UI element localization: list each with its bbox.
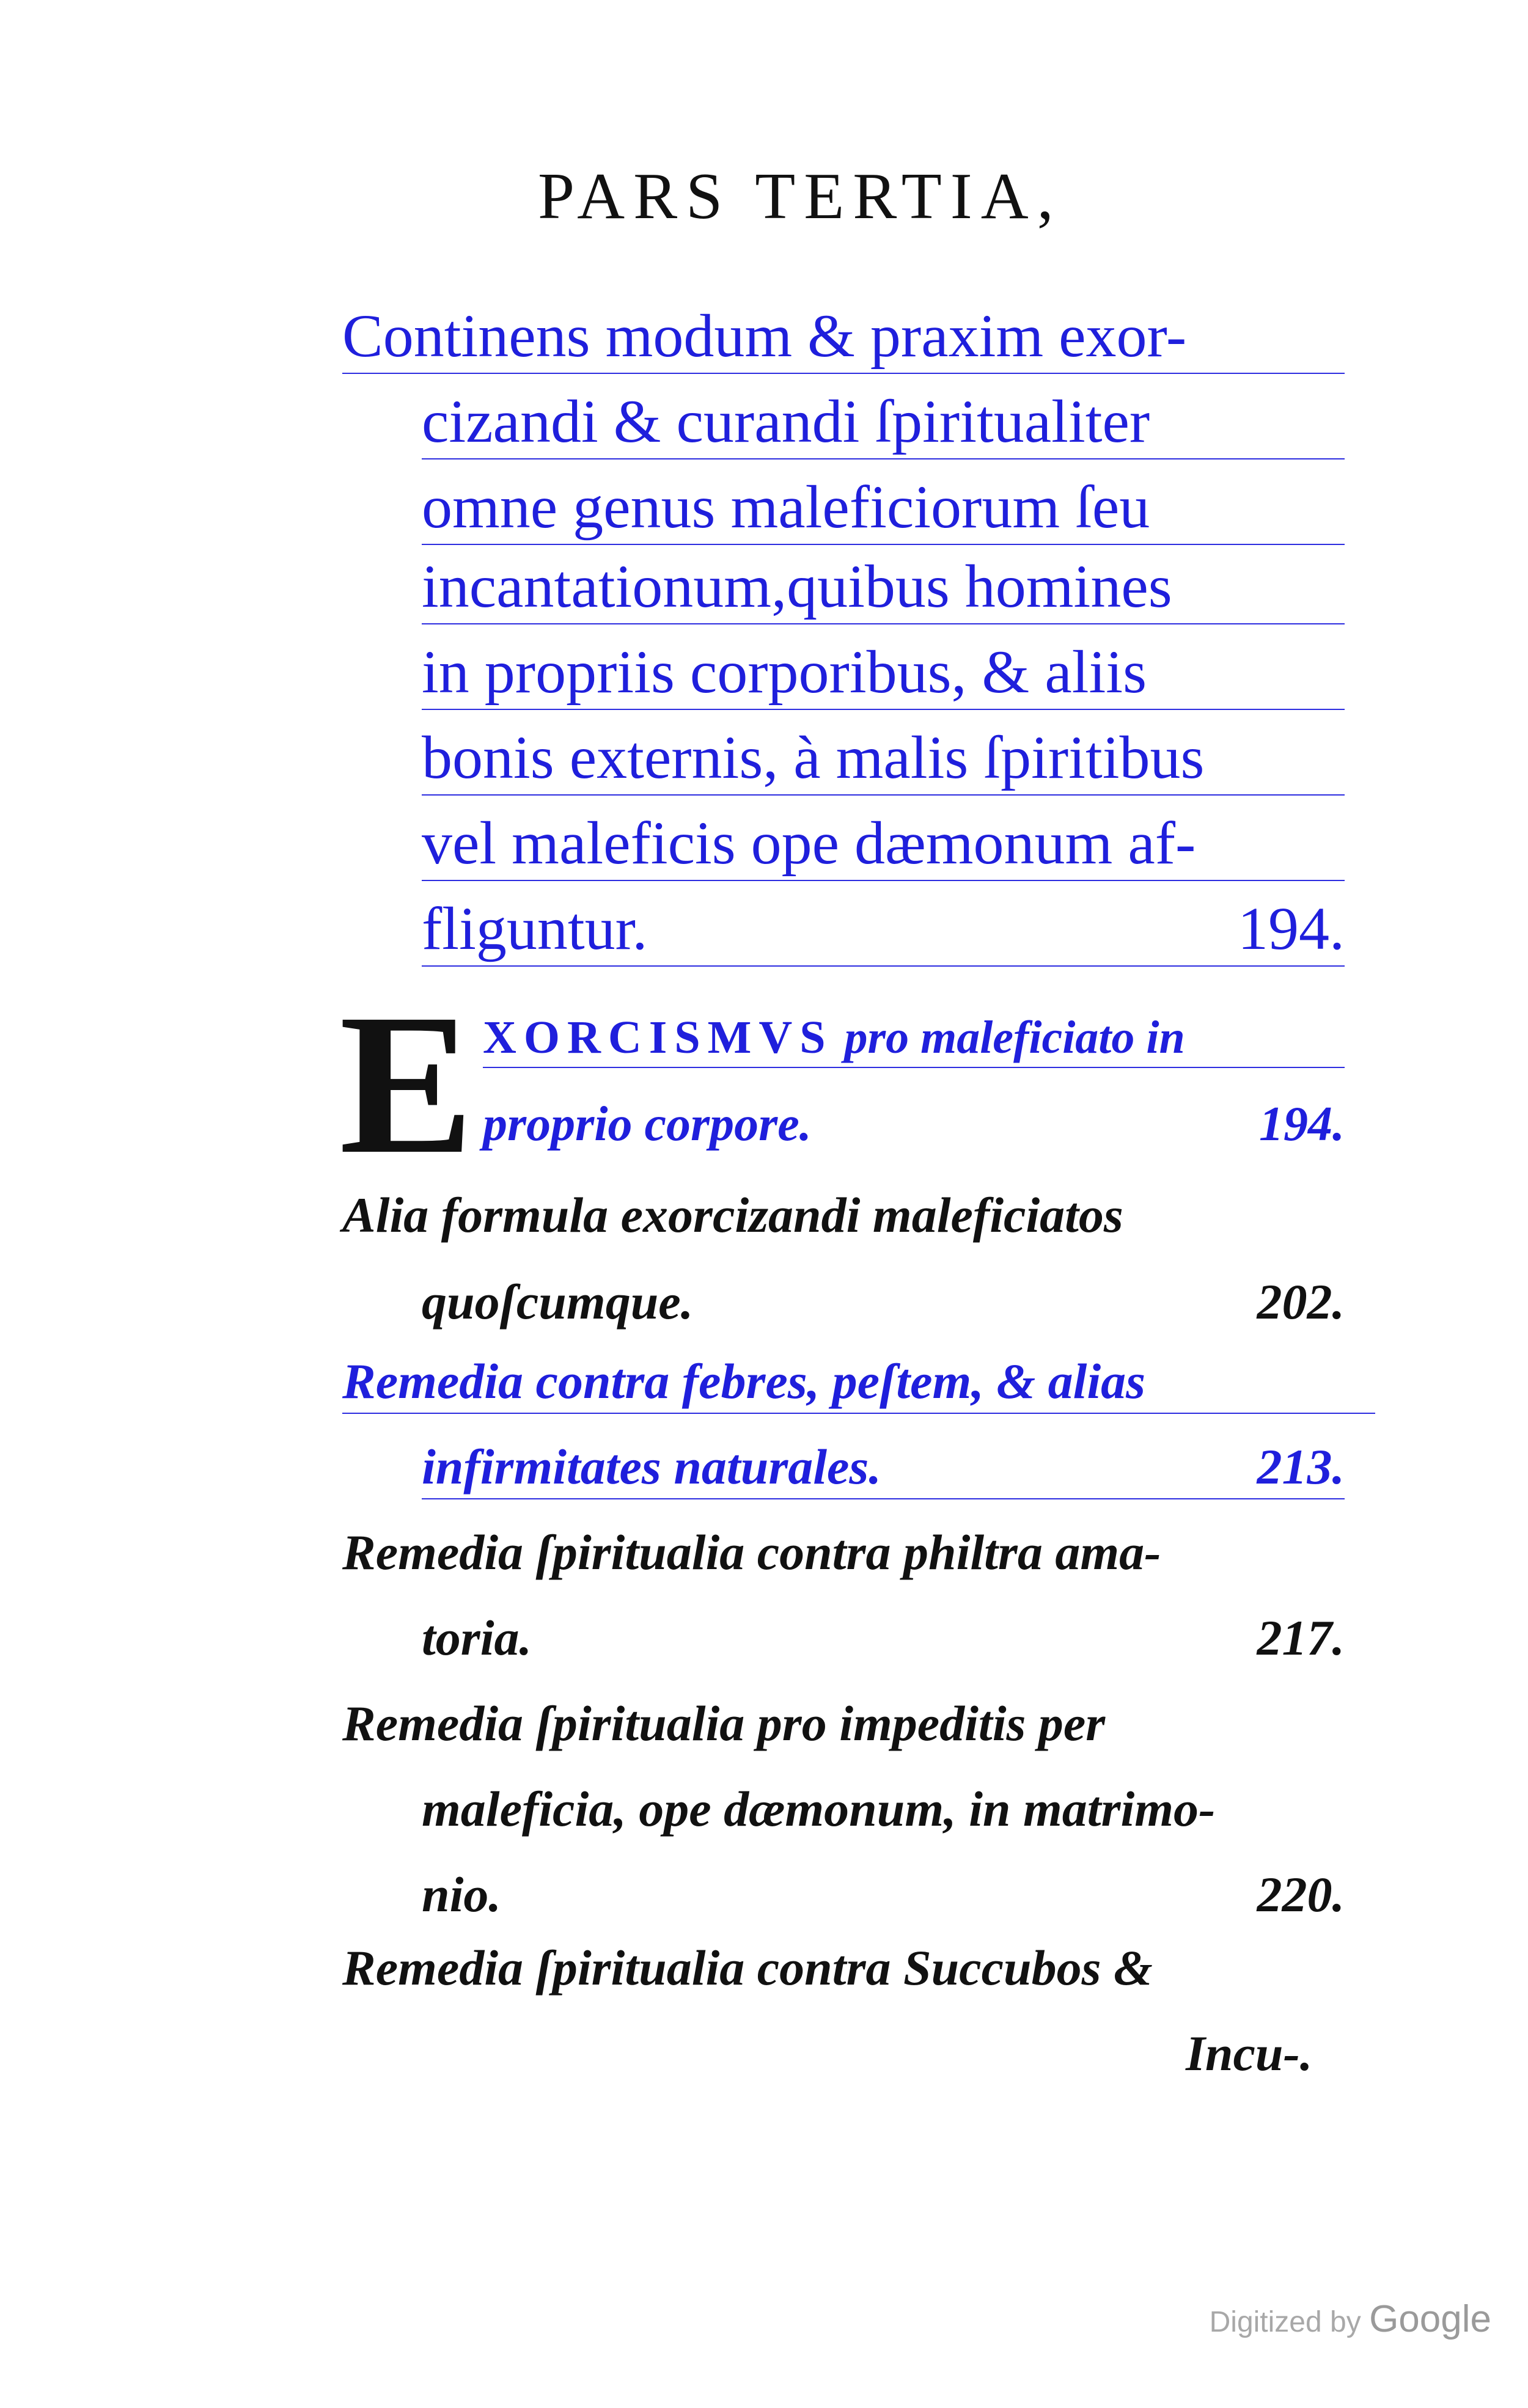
toc-entry-remedia-philtra-line-1: Remedia ſpiritualia contra philtra ama- [342,1524,1161,1580]
toc-entry-remedia-succubos-line-2: Incu-. [1186,2026,1313,2081]
section-title-line-1: Continens modum & praxim exor- [342,306,1345,374]
digitized-by-watermark: Digitized by Google [1209,2298,1491,2340]
dropcap-e: E [339,973,474,1196]
toc-entry-remedia-impeditis-line-1: Remedia ſpiritualia pro impeditis per [342,1696,1106,1751]
toc-entry-alia-formula-line-1: Alia formula exorcizandi maleficiatos [342,1187,1123,1243]
page-heading: PARS TERTIA, [538,160,1062,233]
section-title-line-6: bonis externis, à malis ſpiritibus [422,727,1345,796]
section-title-line-5: in propriis corporibus, & aliis [422,642,1345,710]
toc-entry-remedia-impeditis-line-3: nio. 220. [422,1867,1345,1922]
section-title-line-7: vel maleficis ope dæmonum af- [422,813,1345,881]
toc-entry-remedia-impeditis-line-2: maleficia, ope dæmonum, in matrimo- [422,1781,1216,1837]
section-title-line-2: cizandi & curandi ſpiritualiter [422,391,1345,459]
toc-entry-remedia-febres-line-1: Remedia contra febres, peſtem, & alias [342,1356,1375,1414]
section-title-line-8: fliguntur. 194. [422,898,1345,967]
toc-entry-remedia-philtra-line-2: toria. 217. [422,1610,1345,1666]
section-title-line-4: incantationum,quibus homines [422,556,1345,624]
toc-entry-exorcismus-line-2: proprio corpore. 194. [483,1097,1345,1151]
toc-entry-remedia-febres-line-2: infirmitates naturales. 213. [422,1442,1345,1499]
toc-entry-remedia-succubos-line-1: Remedia ſpiritualia contra Succubos & [342,1940,1153,1996]
section-title-line-3: omne genus maleficiorum ſeu [422,477,1345,545]
toc-entry-alia-formula-line-2: quoſcumque. 202. [422,1274,1345,1330]
toc-entry-exorcismus-line-1: XORCISMVS pro maleficiato in [483,1014,1345,1068]
